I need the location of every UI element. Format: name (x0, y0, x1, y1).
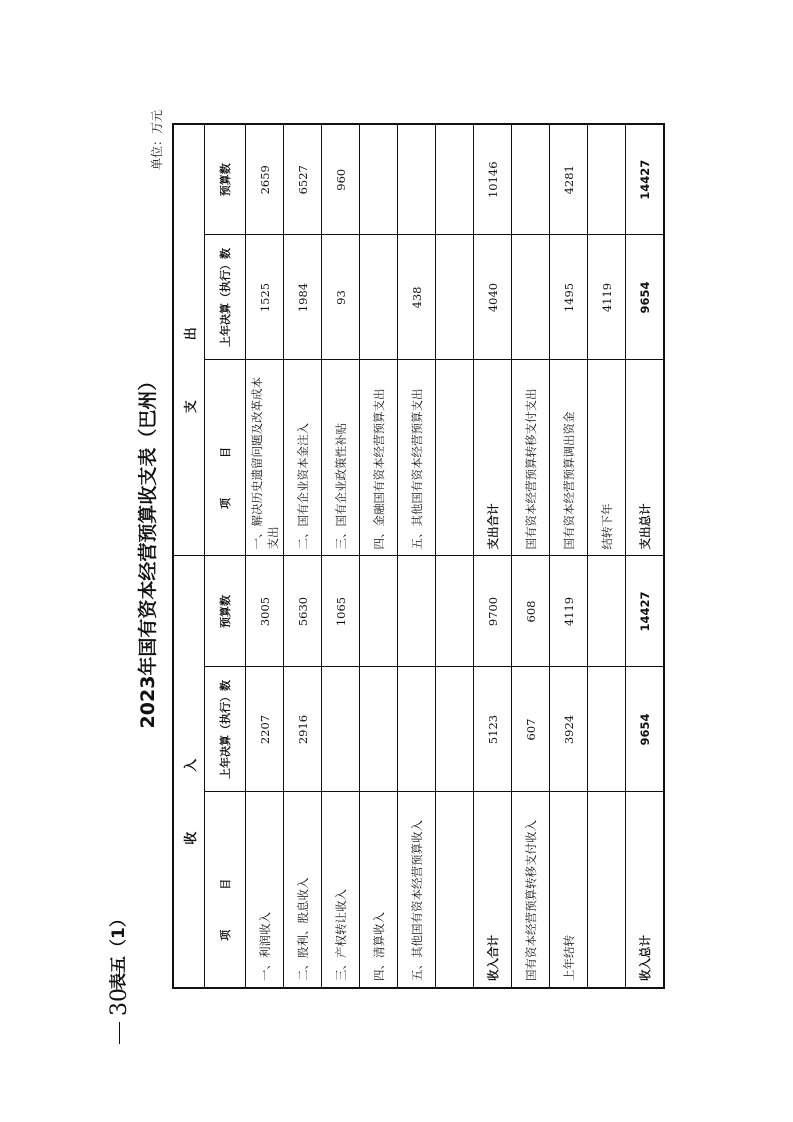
expense-budget-cell: 14427 (626, 124, 665, 235)
expense-item-cell: 国有资本经营预算调出资金 (550, 360, 588, 556)
table-row (284, 124, 322, 988)
income-budget-cell: 5630 (284, 556, 322, 667)
income-item-cell: 四、清算收入 (360, 792, 398, 988)
income-budget-cell (398, 556, 436, 667)
income-item-cell: 收入总计 (626, 792, 665, 988)
income-budget-header: 预算数 (205, 556, 246, 667)
expense-item-cell (436, 360, 474, 556)
expense-last-year-cell: 4119 (588, 235, 626, 360)
income-item-cell: 二、股利、股息收入 (284, 792, 322, 988)
expense-item-cell: 三、国有企业政策性补贴 (322, 360, 360, 556)
table-row (436, 124, 474, 988)
income-last-year-cell (398, 667, 436, 792)
expense-item-header: 项目 (205, 360, 246, 556)
page-number-value: 30 (106, 988, 132, 1016)
expense-last-year-cell: 93 (322, 235, 360, 360)
expense-budget-cell: 960 (322, 124, 360, 235)
income-item-cell: 三、产权转让收入 (322, 792, 360, 988)
income-last-year-header: 上年决算（执行）数 (205, 667, 246, 792)
expense-last-year-cell: 4040 (474, 235, 512, 360)
table-row (550, 124, 588, 988)
expense-item-cell: 一、解决历史遗留问题及改革成本支出 (246, 360, 284, 556)
income-item-cell: 五、其他国有资本经营预算收入 (398, 792, 436, 988)
table-row (512, 124, 550, 988)
expense-item-cell: 结转下年 (588, 360, 626, 556)
income-item-cell (588, 792, 626, 988)
income-budget-cell: 4119 (550, 556, 588, 667)
table-row (398, 124, 436, 988)
expense-item-cell: 二、国有企业资本金注入 (284, 360, 322, 556)
income-item-cell: 收入合计 (474, 792, 512, 988)
income-header: 收入 (173, 556, 205, 988)
income-last-year-cell (588, 667, 626, 792)
income-last-year-cell: 3924 (550, 667, 588, 792)
table-row (588, 124, 626, 988)
table-row (322, 124, 360, 988)
expense-last-year-cell: 1984 (284, 235, 322, 360)
income-last-year-cell: 607 (512, 667, 550, 792)
income-last-year-cell: 9654 (626, 667, 665, 792)
table-body (246, 124, 665, 988)
expense-budget-cell: 10146 (474, 124, 512, 235)
expense-header: 支出 (173, 124, 205, 556)
expense-budget-cell (436, 124, 474, 235)
income-item-cell (436, 792, 474, 988)
expense-budget-cell: 6527 (284, 124, 322, 235)
expense-item-cell: 四、金融国有资本经营预算支出 (360, 360, 398, 556)
expense-item-cell: 五、其他国有资本经营预算支出 (398, 360, 436, 556)
expense-last-year-cell (360, 235, 398, 360)
expense-last-year-header: 上年决算（执行）数 (205, 235, 246, 360)
table-label: 表五（1） (109, 910, 129, 990)
table-row (360, 124, 398, 988)
expense-budget-cell (398, 124, 436, 235)
income-last-year-cell: 5123 (474, 667, 512, 792)
expense-last-year-cell: 9654 (626, 235, 665, 360)
unit-label: 单位：万元 (150, 110, 164, 171)
expense-budget-header: 预算数 (205, 124, 246, 235)
income-budget-cell (588, 556, 626, 667)
income-item-header: 项目 (205, 792, 246, 988)
income-budget-cell: 9700 (474, 556, 512, 667)
table-row (246, 124, 284, 988)
expense-item-cell: 国有资本经营预算转移支付支出 (512, 360, 550, 556)
expense-last-year-cell: 1525 (246, 235, 284, 360)
expense-budget-cell (360, 124, 398, 235)
income-budget-cell (436, 556, 474, 667)
income-budget-cell (360, 556, 398, 667)
expense-budget-cell: 2659 (246, 124, 284, 235)
budget-table (172, 123, 665, 989)
income-budget-cell: 608 (512, 556, 550, 667)
income-last-year-cell (360, 667, 398, 792)
income-item-cell: 上年结转 (550, 792, 588, 988)
income-last-year-cell: 2916 (284, 667, 322, 792)
expense-item-cell: 支出合计 (474, 360, 512, 556)
expense-budget-cell (512, 124, 550, 235)
income-last-year-cell (322, 667, 360, 792)
income-last-year-cell (436, 667, 474, 792)
document-page (100, 110, 720, 990)
expense-item-cell: 支出总计 (626, 360, 665, 556)
dash-left (119, 1022, 120, 1044)
expense-last-year-cell: 1495 (550, 235, 588, 360)
page-title: 2023年国有资本经营预算收支表（巴州） (137, 371, 159, 729)
expense-last-year-cell (436, 235, 474, 360)
income-last-year-cell: 2207 (246, 667, 284, 792)
expense-budget-cell (588, 124, 626, 235)
income-item-cell: 一、利润收入 (246, 792, 284, 988)
expense-last-year-cell: 438 (398, 235, 436, 360)
table-row (474, 124, 512, 988)
table-row (626, 124, 665, 988)
income-budget-cell: 1065 (322, 556, 360, 667)
expense-last-year-cell (512, 235, 550, 360)
income-item-cell: 国有资本经营预算转移支付收入 (512, 792, 550, 988)
income-budget-cell: 14427 (626, 556, 665, 667)
income-budget-cell: 3005 (246, 556, 284, 667)
expense-budget-cell: 4281 (550, 124, 588, 235)
